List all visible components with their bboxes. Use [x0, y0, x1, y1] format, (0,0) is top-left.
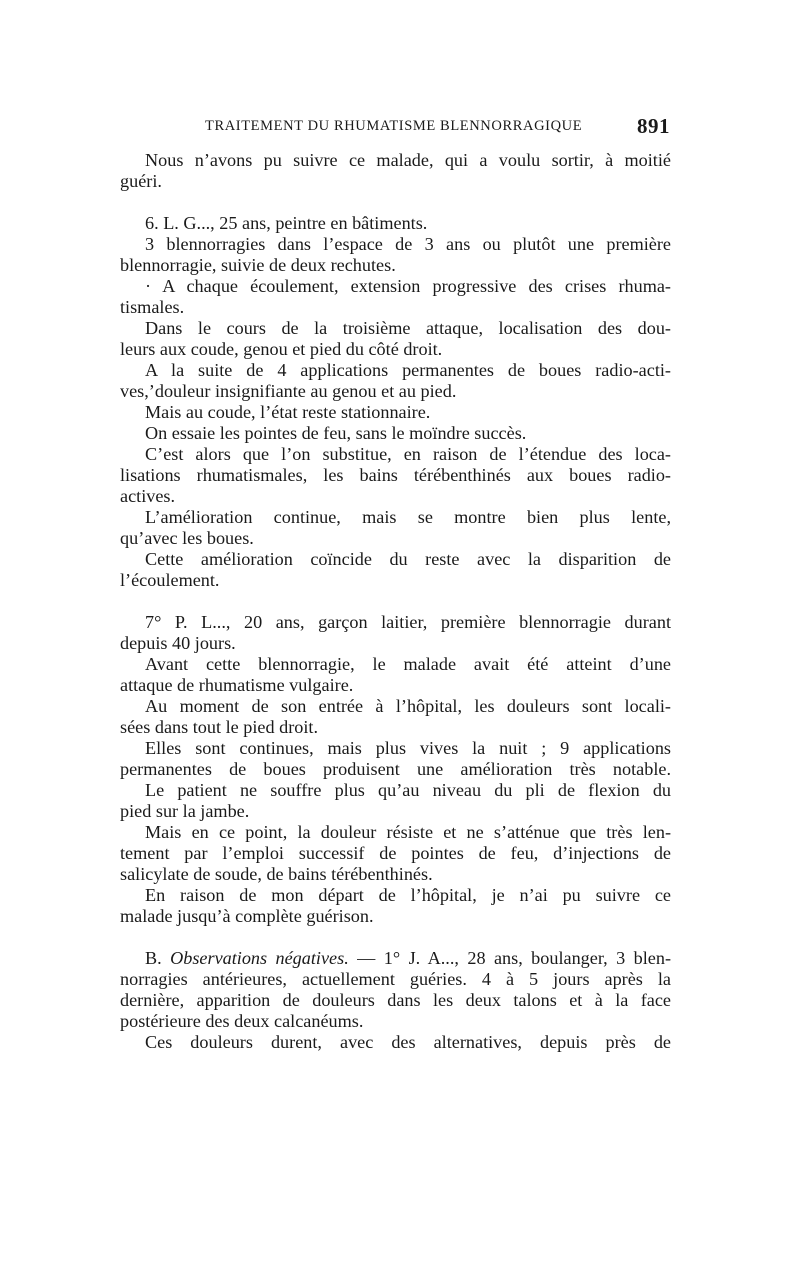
text-line: l’écoulement. — [120, 570, 220, 590]
text-line: salicylate de soude, de bains térébenthinés. — [120, 864, 433, 884]
text-line: L’amélioration continue, mais se montre bien plus lente, — [145, 507, 671, 527]
text-line: C’est alors que l’on substitue, en raison de l’étendue des loca- — [145, 444, 671, 464]
text-line: Cette amélioration coïncide du reste avec la disparition de — [145, 549, 671, 569]
text-line: ves,’douleur insignifiante au genou et au pied. — [120, 381, 457, 401]
text-line: 3 blennorragies dans l’espace de 3 ans ou plutôt une première — [145, 234, 671, 254]
text-line: qu’avec les boues. — [120, 528, 254, 548]
running-head — [205, 116, 670, 140]
paragraph-gap — [120, 927, 671, 948]
text-line: pied sur la jambe. — [120, 801, 250, 821]
text-line — [120, 948, 671, 969]
text-line: On essaie les pointes de feu, sans le moïndre succès. — [145, 423, 527, 443]
text-line: Dans le cours de la troisième attaque, localisation des dou- — [145, 318, 671, 338]
running-title: TRAITEMENT DU RHUMATISME BLENNORRAGIQUE — [205, 118, 583, 134]
text-line: leurs aux coude, genou et pied du côté droit. — [120, 339, 443, 359]
text-line: Mais au coude, l’état reste stationnaire. — [145, 402, 431, 422]
text-line: Mais en ce point, la douleur résiste et ne s’atténue que très len- — [145, 822, 671, 842]
text-line-rest: — 1° J. A..., 28 ans, boulanger, 3 blen- — [348, 948, 672, 968]
text-line: · A chaque écoulement, extension progressive des crises rhuma- — [145, 276, 671, 296]
text-line: dernière, apparition de douleurs dans les deux talons et à la face — [120, 990, 671, 1010]
text-line: norragies antérieures, actuellement guéries. 4 à 5 jours après la — [120, 969, 671, 989]
text-line: A la suite de 4 applications permanentes de boues radio-acti- — [145, 360, 671, 380]
page-number: 891 — [637, 114, 670, 138]
text-line: postérieure des deux calcanéums. — [120, 1011, 364, 1031]
text-line: Elles sont continues, mais plus vives la nuit ; 9 applications — [145, 738, 671, 758]
text-line: Ces douleurs durent, avec des alternatives, depuis près de — [145, 1032, 671, 1052]
body-text — [120, 150, 671, 1053]
text-line: tismales. — [120, 297, 185, 317]
text-line: Au moment de son entrée à l’hôpital, les douleurs sont locali- — [145, 696, 671, 716]
text-line: sées dans tout le pied droit. — [120, 717, 319, 737]
text-line: En raison de mon départ de l’hôpital, je n’ai pu suivre ce — [145, 885, 671, 905]
section-heading-italic: Observations négatives. — [170, 948, 349, 968]
text-line: tement par l’emploi successif de pointes de feu, d’injections de — [120, 843, 671, 863]
text-line: malade jusqu’à complète guérison. — [120, 906, 374, 926]
text-line-lead: B. — [145, 948, 171, 968]
text-line: guéri. — [120, 171, 162, 191]
text-line: blennorragie, suivie de deux rechutes. — [120, 255, 396, 275]
text-line: depuis 40 jours. — [120, 633, 236, 653]
paragraph-gap — [120, 591, 671, 612]
text-line: permanentes de boues produisent une amélioration très notable. — [120, 759, 671, 779]
text-line: 7° P. L..., 20 ans, garçon laitier, première blennorragie durant — [145, 612, 671, 632]
text-line: Nous n’avons pu suivre ce malade, qui a voulu sortir, à moitié — [145, 150, 671, 170]
text-line: lisations rhumatismales, les bains térébenthinés aux boues radio- — [120, 465, 671, 485]
text-line: actives. — [120, 486, 176, 506]
text-line: Avant cette blennorragie, le malade avait été atteint d’une — [145, 654, 671, 674]
text-line: Le patient ne souffre plus qu’au niveau du pli de flexion du — [145, 780, 671, 800]
text-line: attaque de rhumatisme vulgaire. — [120, 675, 354, 695]
paragraph-gap — [120, 192, 671, 213]
text-line: 6. L. G..., 25 ans, peintre en bâtiments. — [145, 213, 428, 233]
